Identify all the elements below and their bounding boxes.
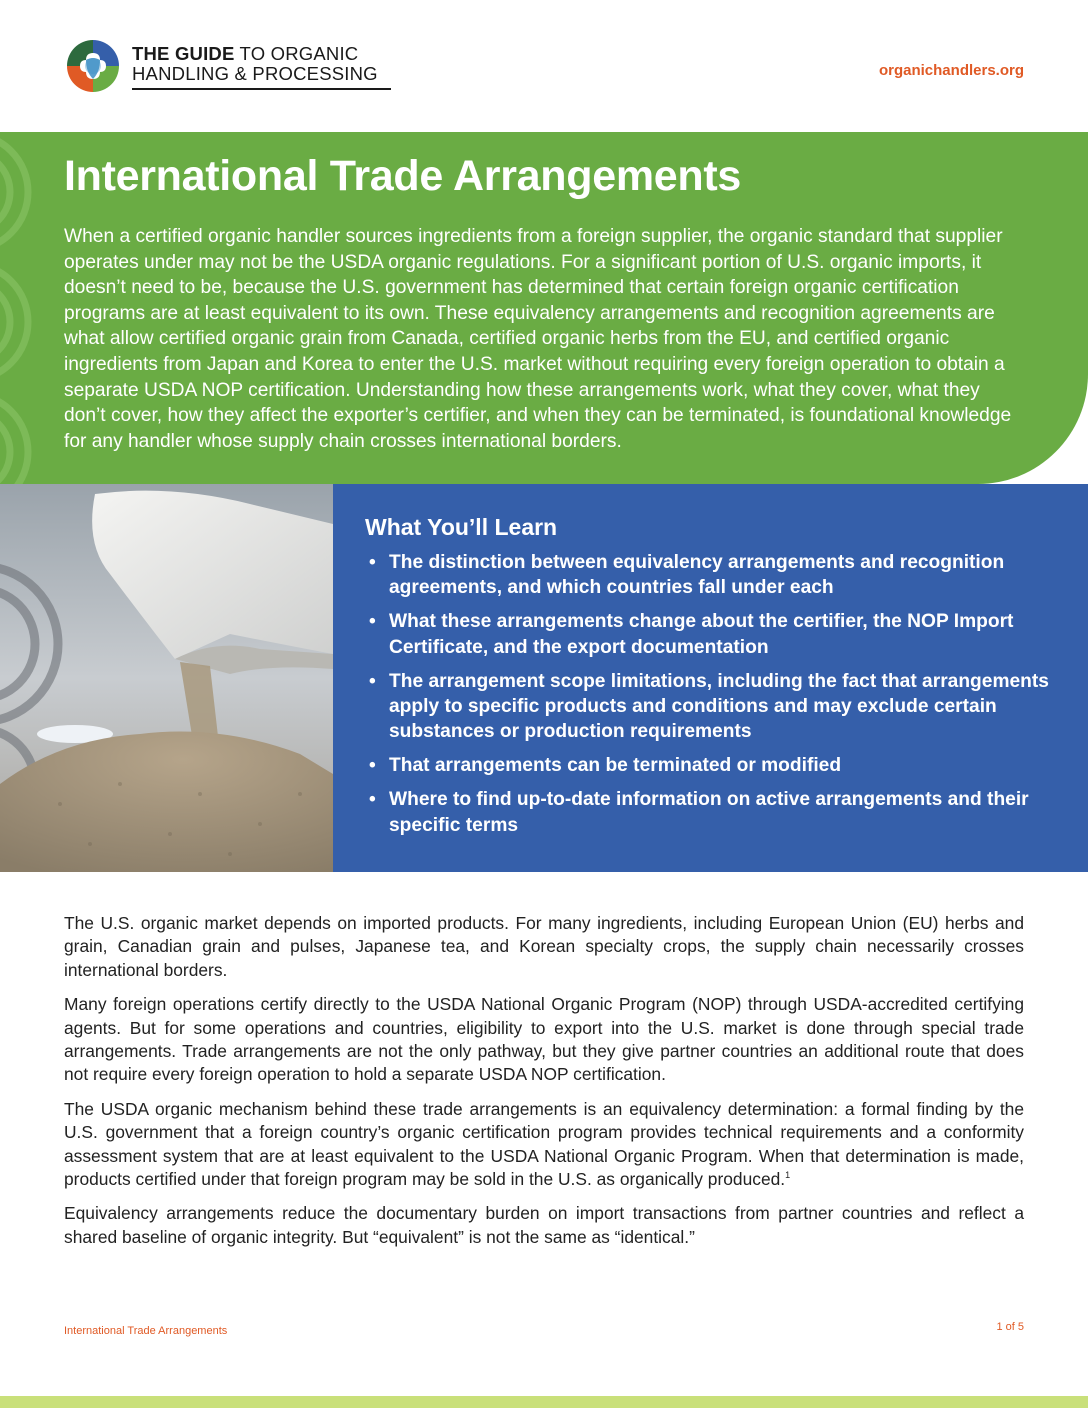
body-paragraph-2: Many foreign operations certify directly to the USDA National Organic Program (NOP) through USDA-accredited certifying agents. But for some operations and countries, eligibility to export into the U.S. market is done through special trade arrangements. Trade arrangements are not the only pathway, but they give partner countries an additional route that does not require every foreign operation to hold a separate USDA NOP certification. [64,994,1024,1085]
what-youll-learn-panel [333,484,1088,872]
logo-line2-text: HANDLING & PROCESSING [132,63,378,84]
page-number: 1 of 5 [996,1321,1024,1333]
learn-item-text: The arrangement scope limitations, including the fact that arrangements apply to specific products and conditions and may exclude certain substances or production requirements [389,670,1049,743]
footer-title: International Trade Arrangements [64,1325,228,1337]
arc-pattern-decoration [0,132,40,484]
page-header [0,0,1088,132]
learn-item [365,550,1065,601]
grain-bag-photo [0,484,333,872]
learn-item [365,787,1065,838]
page-title: International Trade Arrangements [64,152,741,200]
learn-item-text: That arrangements can be terminated or modified [389,755,842,777]
bullet-mark: • [369,789,376,811]
body-paragraph-1: The U.S. organic market depends on imported products. For many ingredients, including European Union (EU) herbs and grain, Canadian grain and pulses, Japanese tea, and Korean specialty crops, the supply chain necessarily crosses international borders. [64,913,1024,980]
learn-item-text: What these arrangements change about the certifier, the NOP Import Certificate, and the export documentation [389,611,1014,658]
bullet-mark: • [369,670,376,692]
logo-wordmark [132,44,394,84]
intro-paragraph: When a certified organic handler sources ingredients from a foreign supplier, the organic standard that supplier operates under may not be the USDA organic regulations. For a significant portion of U.S. organic imports, it doesn’t need to be, because the U.S. government has determined that certain foreign organic certification programs are at least equivalent to its own. These equivalency arrangements and recognition agreements are what allow certified organic grain from Canada, certified organic herbs from the EU, and certified organic ingredients from Japan and Korea to enter the U.S. market without requiring every foreign operation to obtain a separate USDA NOP certification. Understanding how these arrangements work, what they cover, what they don’t cover, how they affect the exporter’s certifier, and when they can be terminated, is foundational knowledge for any handler whose supply chain crosses international borders. [64,226,1012,452]
footer-bar [0,1396,1088,1408]
learn-heading: What You’ll Learn [365,514,558,540]
logo-underline [132,88,391,90]
grain-pouring-image [0,484,333,872]
body-paragraph-4: Equivalency arrangements reduce the documentary burden on import transactions from partner countries and reflect a shared baseline of organic integrity. But “equivalent” is not the same as “identical.” [64,1203,1024,1247]
site-link[interactable]: organichandlers.org [878,62,1024,79]
learn-item-text: Where to find up-to-date information on active arrangements and their specific terms [389,789,1029,836]
bullet-mark: • [369,755,376,777]
body-text [64,912,1024,1260]
learn-list [365,550,1065,847]
bullet-mark: • [369,552,376,573]
puzzle-globe-icon [64,38,122,94]
learn-item [365,753,1065,778]
footnote-ref[interactable]: 1 [785,1170,791,1181]
body-paragraph-3 [64,1098,1024,1192]
logo-line1-text: TO ORGANIC [234,43,359,64]
guide-logo[interactable] [64,38,394,94]
logo-bold-text: THE GUIDE [132,43,235,64]
learn-item-text: The distinction between equivalency arrangements and recognition agreements, and which countries fall under each [389,552,1005,599]
learn-item [365,609,1065,660]
learn-item [365,669,1065,745]
title-banner [0,132,1088,484]
body-paragraph-3-text: The USDA organic mechanism behind these trade arrangements is an equivalency determination: a formal finding by the U.S. government that a foreign country’s organic certification program provides technical requirements and a conformity assessment system that are at least equivalent to the USDA National Organic Program. When that determination is made, products certified under that foreign program may be sold in the U.S. as organically produced. [64,1098,1024,1190]
bullet-mark: • [369,611,376,633]
